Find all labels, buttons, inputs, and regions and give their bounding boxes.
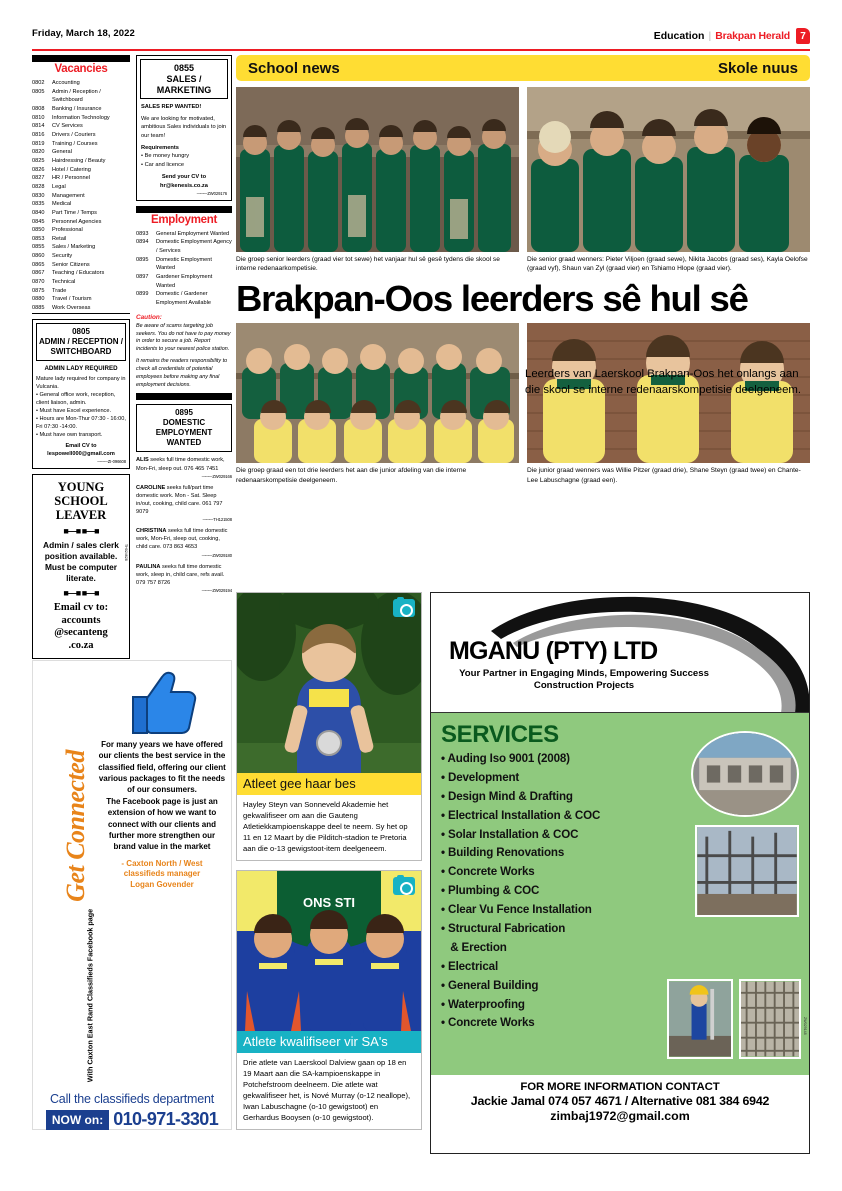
sales-ad-cv-line1: Send your CV to bbox=[161, 174, 207, 181]
classified-category-name: Security bbox=[52, 253, 73, 260]
classified-code: 0865 bbox=[32, 261, 45, 268]
mganu-contact-footer bbox=[431, 1075, 809, 1128]
classified-row[interactable] bbox=[32, 269, 130, 278]
classified-category-name: Domestic Employment Agency / Services bbox=[156, 239, 232, 254]
domestic-entry-text: CHRISTINA seeks full time domestic work, Mon-Fri, sleep out, cooking, child care. 073 863 4653 bbox=[136, 528, 228, 551]
classified-category-name: General bbox=[52, 149, 72, 156]
employment-heading: Employment bbox=[150, 213, 217, 226]
classified-code: 0867 bbox=[32, 270, 45, 277]
ysl-divider-top: ■—■ ■—■ bbox=[63, 525, 99, 536]
mganu-company-name: MGANU (PTY) LTD bbox=[449, 637, 658, 665]
domestic-ad-category: DOMESTIC EMPLOYMENT WANTED bbox=[155, 418, 213, 448]
masthead-separator: | bbox=[708, 30, 712, 42]
mganu-service-item: • Electrical Installation & COC bbox=[441, 808, 601, 822]
masthead-brand-group bbox=[654, 28, 810, 44]
fb-ad-vertical-title: Get Connected bbox=[61, 750, 90, 902]
mid-photo-caption-1: Die groep graad een tot drie leerders het aan die junior afdeling van die interne redenaarskompetisie deelgeneem. bbox=[236, 467, 467, 484]
mganu-service-item: • Auding Iso 9001 (2008) bbox=[441, 752, 570, 765]
news-banner-right: Skole nuus bbox=[717, 59, 798, 77]
classified-row[interactable] bbox=[136, 256, 232, 273]
classified-category-name: Gardener Employment Wanted bbox=[156, 273, 213, 289]
group-photo-junior bbox=[236, 323, 519, 463]
ysl-email-label: Email cv to: bbox=[53, 602, 109, 614]
classified-row[interactable] bbox=[32, 157, 130, 166]
sales-ad-email[interactable]: hr@kenesis.co.za bbox=[160, 182, 208, 189]
athlete-photo bbox=[237, 593, 421, 773]
top-photo-block-1 bbox=[236, 87, 519, 274]
story-card-athletes-sa bbox=[236, 870, 422, 1130]
domestic-entry-text: PAULINA seeks full time domestic work, sleep in, child care, refs avail. 079 757 8726 bbox=[136, 563, 225, 586]
fb-ad-content bbox=[91, 661, 232, 1129]
classified-category-name: Information Technology bbox=[52, 114, 110, 121]
classified-row[interactable] bbox=[32, 304, 130, 313]
classified-category-name: Professional bbox=[52, 227, 83, 234]
classified-code: 0802 bbox=[32, 80, 45, 86]
classified-column-left bbox=[32, 55, 130, 659]
sales-ad-header bbox=[140, 59, 228, 99]
classified-row[interactable] bbox=[136, 290, 232, 307]
classified-row[interactable] bbox=[136, 238, 232, 255]
classified-code: 0895 bbox=[136, 256, 149, 263]
top-photo-caption-2: Die senior graad wenners: Pieter Viljoen (graad sewe), Nikita Jacobs (graad ses), Kayla Oelofse (graad vyf), Shaun van Zyl (graad vier) en Tshiamo Hlope (graad vier). bbox=[527, 256, 808, 273]
mganu-photo-rebar bbox=[739, 979, 801, 1059]
domestic-entry-ref: ——— ZW029194 bbox=[136, 588, 232, 594]
fb-credit-line-3: Logan Govender bbox=[130, 880, 194, 890]
classified-row[interactable] bbox=[32, 261, 130, 270]
section-bar-3 bbox=[136, 393, 232, 400]
classified-row[interactable] bbox=[32, 287, 130, 296]
fb-ad-credit bbox=[98, 859, 226, 891]
mid-photo-block-2 bbox=[527, 323, 810, 485]
main-content-column bbox=[236, 55, 810, 485]
classified-code: 0850 bbox=[32, 227, 45, 234]
mganu-photo-construction-1 bbox=[691, 731, 799, 817]
classified-code: 0893 bbox=[136, 230, 149, 237]
classified-category-name: Legal bbox=[52, 183, 66, 190]
classified-category-name: General Employment Wanted bbox=[156, 230, 230, 237]
domestic-ad-code: 0895 bbox=[175, 408, 193, 418]
classified-category-name: Teaching / Educators bbox=[52, 270, 105, 277]
ysl-title-1: YOUNG bbox=[57, 479, 105, 494]
publication-date: Friday, March 18, 2022 bbox=[32, 28, 135, 39]
classified-row[interactable] bbox=[136, 230, 232, 239]
mganu-service-item: • Electrical bbox=[441, 959, 499, 973]
classified-row[interactable] bbox=[32, 295, 130, 304]
classified-category-name: Personnel Agencies bbox=[52, 218, 102, 225]
mganu-service-item: • Waterproofing bbox=[441, 997, 525, 1011]
domestic-entry[interactable] bbox=[136, 563, 232, 594]
classified-category-name: Domestic / Gardener Employment Available bbox=[156, 291, 211, 306]
camera-icon bbox=[393, 599, 415, 617]
classified-category-name: Hotel / Catering bbox=[52, 166, 91, 173]
masthead-rule bbox=[32, 49, 810, 51]
sales-ad-body bbox=[141, 103, 227, 197]
classified-code: 0855 bbox=[32, 244, 45, 251]
admin-ad-intro: Mature lady required for company in Vulcania. bbox=[36, 375, 126, 390]
classified-code: 0899 bbox=[136, 291, 149, 298]
young-school-leaver-ad bbox=[32, 474, 130, 659]
caution-notice bbox=[136, 313, 232, 390]
athletes-photo bbox=[237, 871, 421, 1031]
mganu-photo-construction-2 bbox=[695, 825, 799, 917]
classified-code: 0885 bbox=[32, 305, 45, 312]
domestic-entry-list bbox=[136, 456, 232, 594]
admin-ad-bullets bbox=[36, 391, 126, 440]
mganu-service-item: • Solar Installation & COC bbox=[441, 827, 579, 841]
classified-row[interactable] bbox=[32, 183, 130, 192]
classified-category-name: Management bbox=[52, 192, 85, 199]
employment-list bbox=[136, 228, 232, 308]
domestic-ad-header bbox=[136, 404, 232, 452]
ysl-email-part1[interactable]: accounts bbox=[61, 614, 101, 626]
classified-code: 0808 bbox=[32, 105, 45, 112]
publication-title: Brakpan Herald bbox=[715, 30, 790, 42]
classified-category-name: Hairdressing / Beauty bbox=[52, 157, 106, 164]
mganu-services-panel bbox=[431, 713, 809, 1075]
mganu-service-item: • Plumbing & COC bbox=[441, 884, 540, 898]
classified-row[interactable] bbox=[32, 278, 130, 287]
mid-photo-row bbox=[236, 323, 810, 485]
fb-ad-vertical-subtitle: With Caxton East Rand Classifieds Facebook page bbox=[85, 908, 95, 1083]
classified-row[interactable] bbox=[32, 88, 130, 105]
story-card-2-body: Drie atlete van Laerskool Dalview gaan op 18 en 19 Maart aan die SA-kampioenskappe in Potchefstroom deelneem. Die atlete wat gekwalifiseer het, is Nové Murray (o-12 neallope), Iwan Labuschagne (o-10 gewigstoot) en Gerhardus Booysen (o-10 gewigstoot). bbox=[243, 1058, 411, 1122]
admin-ad-body bbox=[36, 375, 126, 465]
sales-ad-ref: ——— ZW029176 bbox=[141, 191, 227, 197]
story-card-athlete bbox=[236, 592, 422, 861]
sales-requirement-item: • Be money hungry bbox=[141, 153, 190, 160]
admin-ad-category: ADMIN / RECEPTION / SWITCHBOARD bbox=[39, 336, 124, 356]
domestic-entry[interactable] bbox=[136, 484, 232, 524]
classified-row[interactable] bbox=[32, 235, 130, 244]
classified-row[interactable] bbox=[32, 114, 130, 123]
mid-photo-caption-2: Die junior graad wenners was Willie Pitzer (graad drie), Shane Steyn (graad twee) en Chante-Lee Labuschagne (graad een). bbox=[527, 467, 801, 484]
domestic-employment-ad bbox=[136, 404, 232, 594]
caution-para-1: Be aware of scams targeting job seekers. You do not have to pay money in order to secure a job. Report incidents to your nearest police station. bbox=[136, 322, 231, 353]
domestic-entry[interactable] bbox=[136, 456, 232, 479]
mganu-service-item: • Development bbox=[441, 770, 520, 784]
admin-ad-ref: ——— ZI-096608 bbox=[36, 459, 126, 465]
classified-category-name: Medical bbox=[52, 201, 72, 208]
classified-code: 0805 bbox=[32, 88, 45, 95]
masthead bbox=[32, 28, 810, 50]
section-bar-2 bbox=[136, 206, 232, 213]
sales-requirement-item: • Car and licence bbox=[141, 161, 185, 168]
section-bar bbox=[32, 55, 130, 62]
classified-row[interactable] bbox=[32, 243, 130, 252]
classified-category-name: Work Overseas bbox=[52, 305, 91, 312]
classified-row[interactable] bbox=[32, 131, 130, 140]
group-photo-senior-winners bbox=[527, 87, 810, 252]
mganu-services-heading: SERVICES bbox=[441, 721, 559, 748]
classified-category-name: Retail bbox=[52, 235, 67, 242]
classified-row[interactable] bbox=[32, 122, 130, 131]
mganu-service-item: • Concrete Works bbox=[441, 865, 535, 879]
classified-code: 0870 bbox=[32, 279, 45, 286]
mganu-advertisement bbox=[430, 592, 810, 1154]
classified-category-name: Part Time / Temps bbox=[52, 209, 97, 216]
thumbs-up-icon bbox=[125, 669, 199, 735]
admin-bullet-item: • Must have own transport. bbox=[36, 432, 103, 439]
story-card-column bbox=[236, 592, 422, 1154]
classified-row[interactable] bbox=[32, 105, 130, 114]
ysl-email-part2[interactable]: @secanteng bbox=[54, 627, 108, 639]
domestic-entry-text: ALIS seeks full time domestic work, Mon-Fri, sleep out. 076 465 7451 bbox=[136, 457, 225, 472]
top-photo-caption-1: Die groep senior leerders (graad vier tot sewe) het vanjaar hul sê gesê tydens die skool se interne redenaarkompetisie. bbox=[236, 256, 500, 273]
classified-category-name: Drivers / Couriers bbox=[52, 131, 96, 138]
classified-category-name: Senior Citizens bbox=[52, 261, 90, 268]
classified-category-name: Domestic Employment Wanted bbox=[156, 256, 212, 272]
classified-row[interactable] bbox=[136, 273, 232, 290]
classified-row[interactable] bbox=[32, 148, 130, 157]
classified-code: 0897 bbox=[136, 273, 149, 280]
domestic-entry-ref: ——— ZW029166 bbox=[136, 474, 232, 480]
classified-category-name: Sales / Marketing bbox=[52, 244, 96, 251]
classified-row[interactable] bbox=[32, 226, 130, 235]
fb-ad-vertical-strip bbox=[33, 661, 95, 1129]
group-photo-senior bbox=[236, 87, 519, 252]
admin-reception-ad bbox=[32, 319, 130, 469]
sales-ad-title: SALES REP WANTED! bbox=[141, 104, 202, 111]
classified-category-name: Technical bbox=[52, 279, 76, 286]
admin-ad-email[interactable]: lespowell000@gmail.com bbox=[47, 450, 115, 457]
classified-category-name: Banking / Insurance bbox=[52, 105, 102, 112]
mganu-contact-name[interactable]: Jackie Jamal 074 057 4671 / Alternative 081 384 6942 bbox=[470, 1094, 770, 1108]
admin-ad-cv-line1: Email CV to bbox=[65, 442, 97, 449]
sales-ad-code: 0855 bbox=[173, 63, 195, 73]
classified-row[interactable] bbox=[32, 79, 130, 88]
classified-row[interactable] bbox=[32, 166, 130, 175]
classified-category-name: CV Services bbox=[52, 123, 83, 130]
article-lede: Leerders van Laerskool Brakpan-Oos het onlangs aan die skool se interne redenaarskompetisie deelgeneem. bbox=[525, 368, 802, 396]
classified-code: 0894 bbox=[136, 239, 149, 246]
vacancies-list bbox=[32, 77, 130, 313]
classified-category-name: HR / Personnel bbox=[52, 175, 90, 182]
domestic-entry-ref: ——— ZW029180 bbox=[136, 553, 232, 559]
divider bbox=[32, 313, 130, 314]
mganu-service-item: • Design Mind & Drafting bbox=[441, 789, 573, 803]
classified-code: 0820 bbox=[32, 149, 45, 156]
classified-row[interactable] bbox=[32, 252, 130, 261]
admin-bullet-item: • General office work, reception, client liaison, admin. bbox=[36, 391, 116, 407]
vacancies-heading: Vacancies bbox=[54, 63, 108, 75]
classified-category-name: Admin / Reception / Switchboard bbox=[52, 88, 101, 104]
classified-category-name: Travel / Tourism bbox=[52, 296, 92, 303]
ysl-email-part3[interactable]: .co.za bbox=[68, 640, 94, 652]
sales-ad-requirements bbox=[141, 152, 227, 169]
classified-row[interactable] bbox=[32, 218, 130, 227]
mganu-contact-email[interactable]: zimbaj1972@gmail.com bbox=[550, 1109, 690, 1123]
domestic-entry-ref: ——— TH121508 bbox=[136, 517, 232, 523]
fb-credit-line-2: classifieds manager bbox=[123, 869, 201, 879]
classified-row[interactable] bbox=[32, 192, 130, 201]
domestic-entry-text: CAROLINE seeks full/part time domestic work. Mon - Sat. Sleep in/out, cooking, child care. 061 797 9079 bbox=[136, 484, 223, 516]
mganu-service-item: • Structural Fabrication bbox=[441, 922, 566, 936]
top-photo-block-2 bbox=[527, 87, 810, 274]
classified-code: 0840 bbox=[32, 209, 45, 216]
classified-row[interactable] bbox=[32, 200, 130, 209]
classified-column-right bbox=[136, 55, 232, 598]
mid-photo-block-1 bbox=[236, 323, 519, 485]
mganu-service-item: • Building Renovations bbox=[441, 846, 565, 860]
classified-code: 0853 bbox=[32, 235, 45, 242]
classified-code: 0810 bbox=[32, 114, 45, 121]
story-card-2-title: Atlete kwalifiseer vir SA's bbox=[237, 1031, 421, 1053]
classified-code: 0828 bbox=[32, 183, 45, 190]
caution-heading: Caution: bbox=[136, 313, 162, 321]
call-now-label: NOW on: bbox=[46, 1110, 109, 1130]
classified-code: 0835 bbox=[32, 201, 45, 208]
article-headline: Brakpan-Oos leerders sê hul sê bbox=[236, 277, 748, 319]
fb-credit-line-1: - Caxton North / West bbox=[121, 858, 203, 868]
classified-code: 0827 bbox=[32, 175, 45, 182]
classified-code: 0826 bbox=[32, 166, 45, 173]
bottom-content-zone bbox=[236, 592, 810, 1154]
mganu-tagline: Your Partner in Engaging Minds, Empowering Success Construction Projects bbox=[459, 668, 709, 692]
classified-code: 0845 bbox=[32, 218, 45, 225]
call-classifieds-banner[interactable] bbox=[32, 1092, 232, 1154]
sales-rep-ad bbox=[136, 55, 232, 201]
school-news-banner bbox=[236, 55, 810, 81]
classified-code: 0880 bbox=[32, 296, 45, 303]
classified-category-name: Training / Courses bbox=[52, 140, 98, 147]
ysl-title-2: SCHOOL bbox=[54, 493, 108, 508]
call-classifieds-number[interactable]: 010-971-3301 bbox=[113, 1109, 219, 1129]
classified-row[interactable] bbox=[32, 140, 130, 149]
ysl-ref: TH024628 bbox=[124, 544, 128, 562]
story-card-1-title: Atleet gee haar bes bbox=[237, 773, 421, 795]
admin-bullet-item: • Hours are Mon-Thur 07:30 - 16:00, Fri 07:30 -14:00. bbox=[36, 416, 126, 431]
sales-ad-intro: We are looking for motivated, ambitious Sales individuals to join our team! bbox=[141, 115, 227, 140]
classified-code: 0819 bbox=[32, 140, 45, 147]
admin-ad-code: 0805 bbox=[72, 326, 90, 336]
ysl-title-3: LEAVER bbox=[55, 507, 107, 522]
camera-icon bbox=[393, 877, 415, 895]
classified-code: 0830 bbox=[32, 192, 45, 199]
domestic-entry[interactable] bbox=[136, 527, 232, 558]
mganu-ad-ref: ZW029148 bbox=[803, 1017, 807, 1035]
section-label: Education bbox=[653, 30, 705, 42]
caution-para-2: It remains the readers responsibility to check all credentials of potential employees before making any final employment decisions. bbox=[136, 358, 228, 388]
admin-ad-title: ADMIN LADY REQUIRED bbox=[44, 364, 118, 372]
classified-row[interactable] bbox=[32, 174, 130, 183]
mganu-photo-worker bbox=[667, 979, 733, 1059]
news-banner-left: School news bbox=[248, 59, 340, 77]
classified-code: 0814 bbox=[32, 123, 45, 130]
story-card-1-body: Hayley Steyn van Sonneveld Akademie het gekwalifiseer om aan die Gauteng Atletiekkampioenskappe deel te neem. Sy het op 11 en 12 Maart by die Pilditch-stadion te Pretoria aan die o-13 gewigstoot-item deelgeneem. bbox=[243, 800, 408, 853]
sales-ad-requirements-label: Requirements bbox=[141, 144, 179, 151]
mganu-service-item: • General Building bbox=[441, 978, 539, 992]
top-photo-row bbox=[236, 87, 810, 274]
svg-text:ONS STI: ONS STI bbox=[302, 895, 356, 910]
classified-category-name: Accounting bbox=[52, 80, 80, 86]
mganu-service-item: • Clear Vu Fence Installation bbox=[441, 903, 592, 917]
sales-ad-category: SALES / MARKETING bbox=[156, 73, 212, 95]
mganu-header bbox=[431, 593, 809, 713]
call-classifieds-text: Call the classifieds department bbox=[49, 1092, 215, 1106]
mganu-contact-heading: FOR MORE INFORMATION CONTACT bbox=[520, 1081, 720, 1093]
page-number-badge: 7 bbox=[796, 28, 810, 44]
ysl-divider-bottom: ■—■ ■—■ bbox=[63, 588, 99, 599]
admin-ad-header bbox=[36, 323, 126, 361]
ysl-body: Admin / sales clerk position available. Must be computer literate. bbox=[43, 539, 119, 584]
fb-ad-paragraph-1: For many years we have offered our clients the best service in the classified field, offering our client various packages to fit the needs of our consumers. bbox=[98, 740, 226, 795]
classified-code: 0825 bbox=[32, 157, 45, 164]
classified-code: 0860 bbox=[32, 253, 45, 260]
mganu-service-item: • Concrete Works bbox=[441, 1016, 535, 1030]
classified-code: 0875 bbox=[32, 287, 45, 294]
classified-category-name: Trade bbox=[52, 287, 67, 294]
fb-ad-paragraph-2: The Facebook page is just an extension of how we want to connect with our clients and further more strengthen our brand value in the market bbox=[106, 796, 218, 852]
mganu-service-item: & Erection bbox=[441, 940, 507, 954]
classified-row[interactable] bbox=[32, 209, 130, 218]
classified-code: 0816 bbox=[32, 131, 45, 138]
facebook-classifieds-ad bbox=[32, 660, 232, 1130]
admin-bullet-item: • Must have Excel experience. bbox=[36, 408, 112, 415]
